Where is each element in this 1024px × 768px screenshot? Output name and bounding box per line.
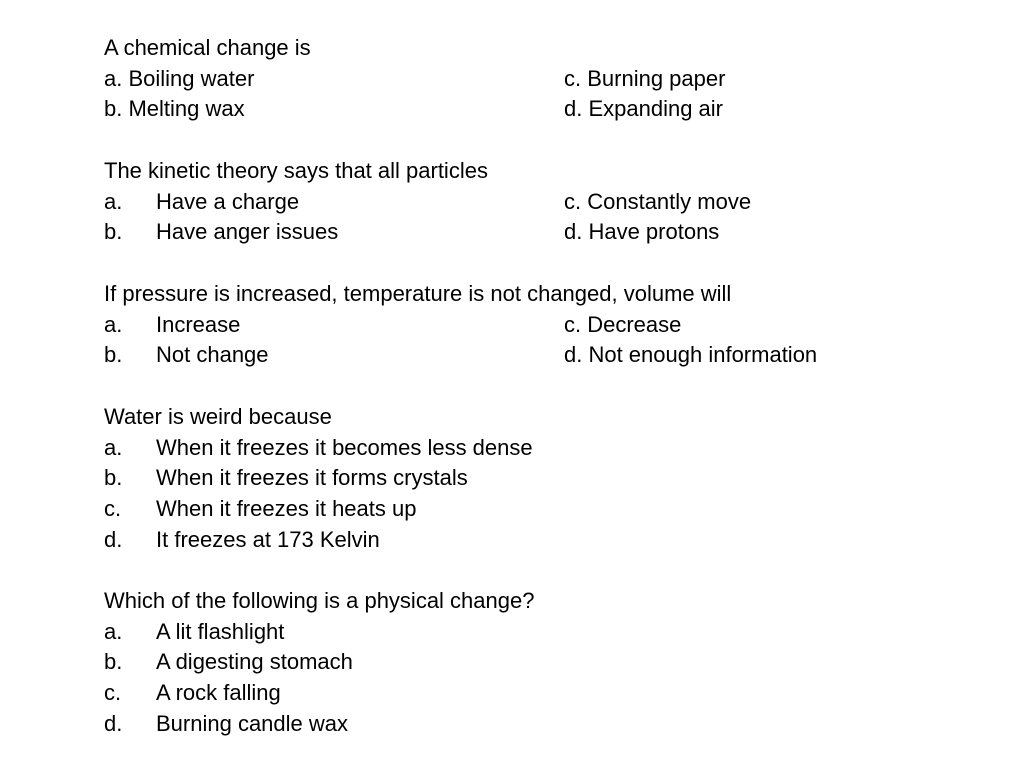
option-letter: d.: [104, 527, 123, 552]
question-2-option-b: [104, 219, 338, 245]
question-1-option-c: c. Burning paper: [564, 66, 726, 91]
option-letter: b.: [104, 465, 123, 490]
option-letter: a.: [104, 312, 123, 337]
option-text: Burning candle wax: [156, 711, 349, 736]
question-3-option-c: c. Decrease: [564, 312, 682, 337]
option-text: It freezes at 173 Kelvin: [156, 527, 380, 552]
option-text: When it freezes it heats up: [156, 496, 417, 521]
option-text: Increase: [156, 312, 241, 337]
option-text: When it freezes it forms crystals: [156, 465, 468, 490]
question-5-option-d: [104, 711, 348, 737]
option-text: When it freezes it becomes less dense: [156, 435, 533, 460]
question-2-option-c: c. Constantly move: [564, 189, 752, 214]
option-letter: c.: [104, 680, 122, 705]
question-2-prompt: The kinetic theory says that all particles: [104, 158, 488, 183]
question-4-prompt: Water is weird because: [104, 404, 332, 429]
question-3-prompt: If pressure is increased, temperature is not changed, volume will: [104, 281, 732, 306]
question-3-option-a: [104, 312, 240, 338]
question-2-option-a: [104, 189, 299, 215]
question-1-option-d: d. Expanding air: [564, 96, 723, 121]
option-text: Have a charge: [156, 189, 300, 214]
question-1-option-a: a. Boiling water: [104, 66, 255, 91]
option-text: A digesting stomach: [156, 649, 353, 674]
question-5-prompt: Which of the following is a physical change?: [104, 588, 535, 613]
question-1-prompt: A chemical change is: [104, 35, 311, 60]
option-letter: b.: [104, 219, 123, 244]
option-text: A rock falling: [156, 680, 281, 705]
question-4-option-c: [104, 496, 416, 522]
question-5-option-b: [104, 649, 353, 675]
option-letter: b.: [104, 649, 123, 674]
option-text: Not change: [156, 342, 269, 367]
question-2-option-d: d. Have protons: [564, 219, 720, 244]
option-letter: a.: [104, 619, 123, 644]
option-letter: b.: [104, 342, 123, 367]
question-4-option-b: [104, 465, 468, 491]
question-3-option-b: [104, 342, 269, 368]
question-1-option-b: b. Melting wax: [104, 96, 245, 121]
option-letter: a.: [104, 435, 123, 460]
option-letter: c.: [104, 496, 122, 521]
question-5-option-c: [104, 680, 281, 706]
question-5-option-a: [104, 619, 284, 645]
option-text: Have anger issues: [156, 219, 339, 244]
question-4-option-a: [104, 435, 533, 461]
question-3-option-d: d. Not enough information: [564, 342, 818, 367]
option-letter: a.: [104, 189, 123, 214]
option-text: A lit flashlight: [156, 619, 285, 644]
option-letter: d.: [104, 711, 123, 736]
question-4-option-d: [104, 527, 380, 553]
